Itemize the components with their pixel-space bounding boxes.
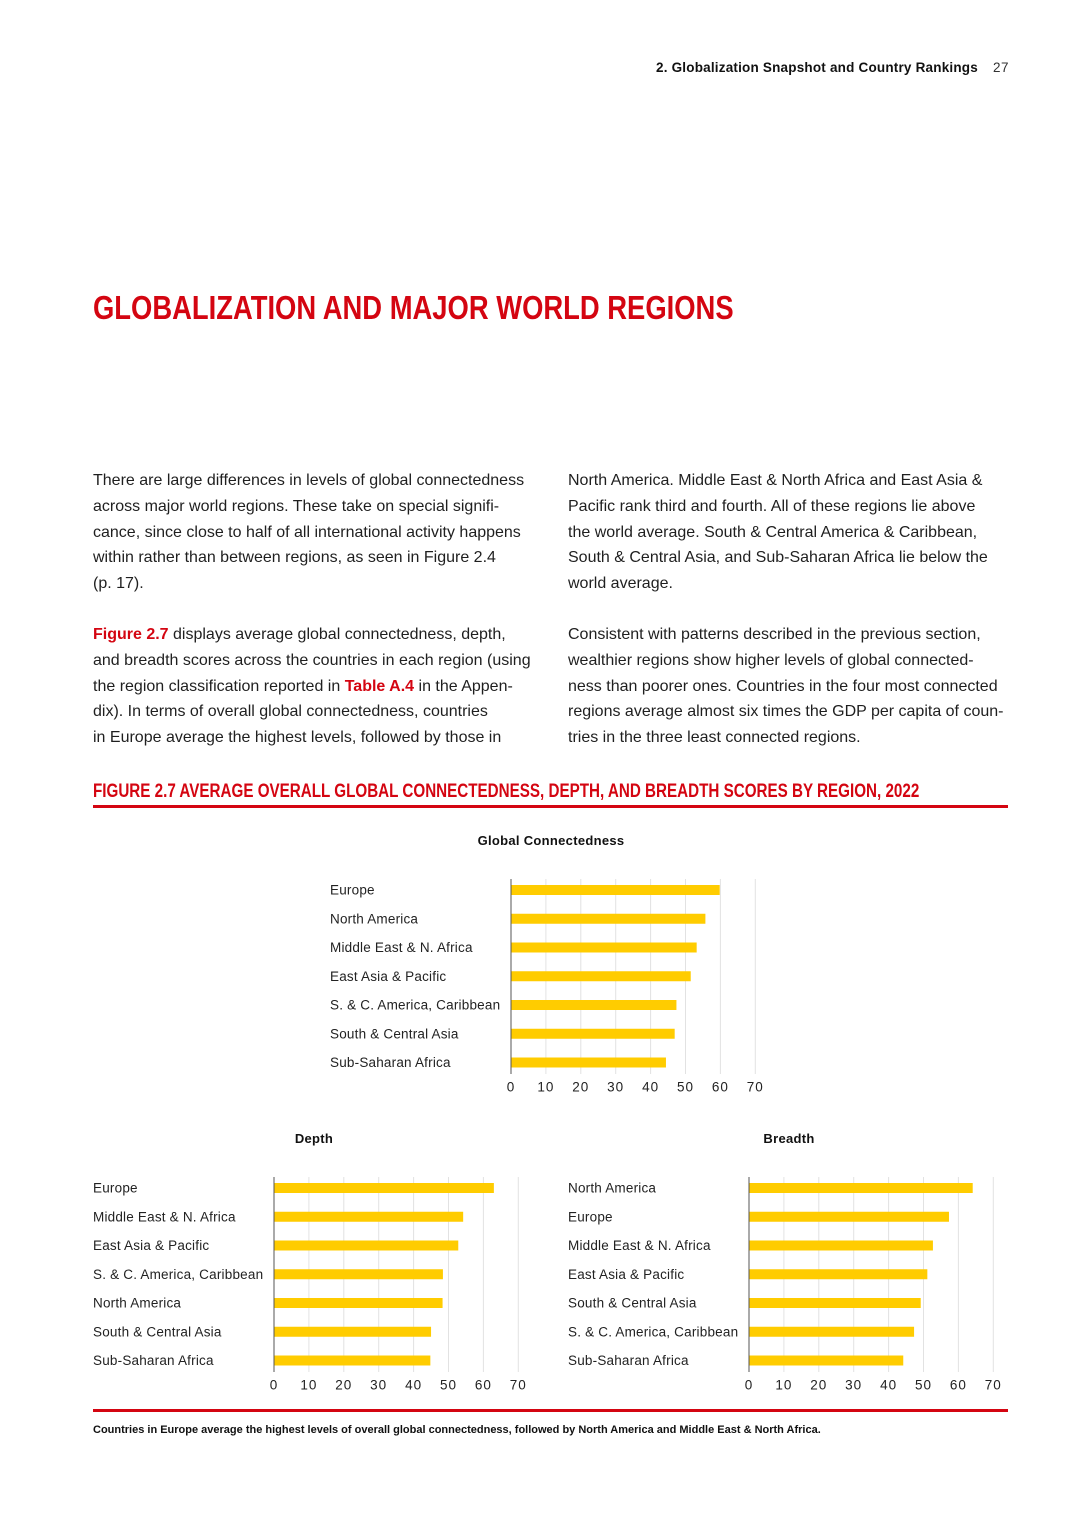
x-tick-label: 30 (607, 1079, 625, 1095)
global-connectedness-chart (322, 827, 772, 1102)
category-label-east-asia-pacific: East Asia & Pacific (330, 968, 447, 984)
bar-sub-saharan-africa (511, 1058, 666, 1068)
text-line: across major world regions. These take on special signifi- (93, 497, 500, 515)
text-line: regions average almost six times the GDP per capita of coun- (568, 703, 1004, 721)
section-title: 2. Globalization Snapshot and Country Rankings (655, 60, 978, 75)
text-line (93, 622, 538, 648)
text-line: cance, since close to half of all international activity happens (93, 523, 521, 541)
text-line (93, 674, 538, 700)
x-tick-label: 50 (439, 1377, 458, 1393)
x-tick-label: 20 (572, 1079, 590, 1095)
bar-south-central-asia (274, 1327, 431, 1337)
category-label-europe: Europe (568, 1209, 613, 1225)
category-label-south-central-asia: South & Central Asia (568, 1295, 697, 1311)
table-a-4-link[interactable]: Table A.4 (344, 677, 415, 695)
category-label-s-c-america-caribbean: S. & C. America, Caribbean (330, 997, 501, 1013)
x-tick-label: 30 (370, 1377, 388, 1393)
x-tick-label: 10 (300, 1377, 318, 1393)
category-label-north-america: North America (93, 1295, 182, 1311)
figure-caption: Countries in Europe average the highest levels of overall global connectedness, followed by North America and Middle East & North Africa. (93, 1424, 821, 1436)
text-span: in the Appen- (414, 677, 513, 695)
page-title: GLOBALIZATION AND MAJOR WORLD REGIONS (93, 289, 734, 326)
category-label-europe: Europe (93, 1180, 138, 1196)
bar-north-america (749, 1183, 973, 1193)
bar-europe (274, 1183, 494, 1193)
bar-sub-saharan-africa (749, 1356, 903, 1366)
text-span: displays average global connectedness, depth, (168, 625, 506, 643)
figure-title: FIGURE 2.7 AVERAGE OVERALL GLOBAL CONNECTEDNESS, DEPTH, AND BREADTH SCORES BY REGION, 2022 (93, 781, 920, 802)
bar-sub-saharan-africa (274, 1356, 430, 1366)
x-tick-label: 60 (474, 1377, 492, 1393)
x-tick-label: 70 (984, 1377, 1002, 1393)
category-label-s-c-america-caribbean: S. & C. America, Caribbean (568, 1324, 739, 1340)
chart-title: Global Connectedness (477, 833, 625, 848)
category-label-middle-east-n-africa: Middle East & N. Africa (568, 1238, 711, 1254)
bar-east-asia-pacific (749, 1269, 927, 1279)
x-tick-label: 0 (506, 1079, 516, 1095)
text-line: South & Central Asia, and Sub-Saharan Africa lie below the (568, 549, 988, 567)
chart-title: Depth (294, 1131, 334, 1146)
x-tick-label: 70 (509, 1377, 527, 1393)
category-label-europe: Europe (330, 882, 375, 898)
bar-middle-east-n-africa (274, 1212, 463, 1222)
category-label-south-central-asia: South & Central Asia (93, 1324, 222, 1340)
text-line: in Europe average the highest levels, followed by those in (93, 729, 502, 747)
category-label-north-america: North America (568, 1180, 657, 1196)
bar-middle-east-n-africa (511, 943, 697, 953)
x-tick-label: 50 (676, 1079, 695, 1095)
bar-middle-east-n-africa (749, 1241, 933, 1251)
paragraph (568, 622, 1013, 751)
category-label-sub-saharan-africa: Sub-Saharan Africa (568, 1353, 689, 1369)
text-column-left (93, 468, 538, 751)
bar-europe (749, 1212, 949, 1222)
category-label-south-central-asia: South & Central Asia (330, 1026, 459, 1042)
x-tick-label: 10 (537, 1079, 555, 1095)
bar-east-asia-pacific (511, 971, 691, 981)
category-label-east-asia-pacific: East Asia & Pacific (568, 1266, 685, 1282)
x-tick-label: 70 (746, 1079, 764, 1095)
breadth-chart (560, 1125, 1010, 1400)
x-tick-label: 40 (405, 1377, 423, 1393)
text-line: within rather than between regions, as seen in Figure 2.4 (93, 549, 496, 567)
figure-title-rule (93, 805, 1008, 808)
category-label-sub-saharan-africa: Sub-Saharan Africa (93, 1353, 214, 1369)
paragraph (93, 622, 538, 751)
text-line: Pacific rank third and fourth. All of these regions lie above (568, 497, 976, 515)
text-line: (p. 17). (93, 575, 144, 593)
bar-south-central-asia (749, 1298, 921, 1308)
x-tick-label: 10 (775, 1377, 793, 1393)
text-line: tries in the three least connected regions. (568, 729, 861, 747)
bar-s-c-america-caribbean (511, 1000, 676, 1010)
category-label-s-c-america-caribbean: S. & C. America, Caribbean (93, 1266, 264, 1282)
bar-s-c-america-caribbean (274, 1269, 443, 1279)
text-column-right (568, 468, 1013, 751)
x-tick-label: 50 (914, 1377, 933, 1393)
bar-south-central-asia (511, 1029, 675, 1039)
page-number: 27 (992, 60, 1009, 75)
bar-east-asia-pacific (274, 1241, 458, 1251)
x-tick-label: 0 (269, 1377, 279, 1393)
running-header (656, 59, 1009, 77)
figure-2-7-link[interactable]: Figure 2.7 (93, 625, 169, 643)
bar-europe (511, 885, 720, 895)
text-line: and breadth scores across the countries in each region (using (93, 651, 531, 669)
bar-north-america (511, 914, 705, 924)
text-line: North America. Middle East & North Africa and East Asia & (568, 472, 983, 489)
text-line: world average. (568, 575, 673, 593)
text-line: dix). In terms of overall global connectedness, countries (93, 703, 488, 721)
x-tick-label: 0 (744, 1377, 754, 1393)
category-label-north-america: North America (330, 911, 419, 927)
x-tick-label: 40 (880, 1377, 898, 1393)
category-label-middle-east-n-africa: Middle East & N. Africa (330, 940, 473, 956)
bar-s-c-america-caribbean (749, 1327, 914, 1337)
text-line: Consistent with patterns described in the previous section, (568, 625, 981, 643)
depth-chart (85, 1125, 535, 1400)
x-tick-label: 20 (810, 1377, 828, 1393)
category-label-sub-saharan-africa: Sub-Saharan Africa (330, 1055, 451, 1071)
paragraph (568, 468, 1013, 597)
chart-title: Breadth (763, 1131, 815, 1146)
text-line: There are large differences in levels of global connectedness (93, 472, 525, 489)
figure-bottom-rule (93, 1409, 1008, 1412)
x-tick-label: 60 (711, 1079, 729, 1095)
bar-north-america (274, 1298, 443, 1308)
text-span: the region classification reported in (93, 677, 345, 695)
category-label-east-asia-pacific: East Asia & Pacific (93, 1238, 210, 1254)
x-tick-label: 60 (949, 1377, 967, 1393)
x-tick-label: 40 (642, 1079, 660, 1095)
paragraph (93, 468, 538, 597)
text-line: the world average. South & Central America & Caribbean, (568, 523, 978, 541)
x-tick-label: 30 (845, 1377, 863, 1393)
category-label-middle-east-n-africa: Middle East & N. Africa (93, 1209, 236, 1225)
text-line: ness than poorer ones. Countries in the four most connected (568, 677, 998, 695)
x-tick-label: 20 (335, 1377, 353, 1393)
text-line: wealthier regions show higher levels of global connected- (568, 651, 974, 669)
